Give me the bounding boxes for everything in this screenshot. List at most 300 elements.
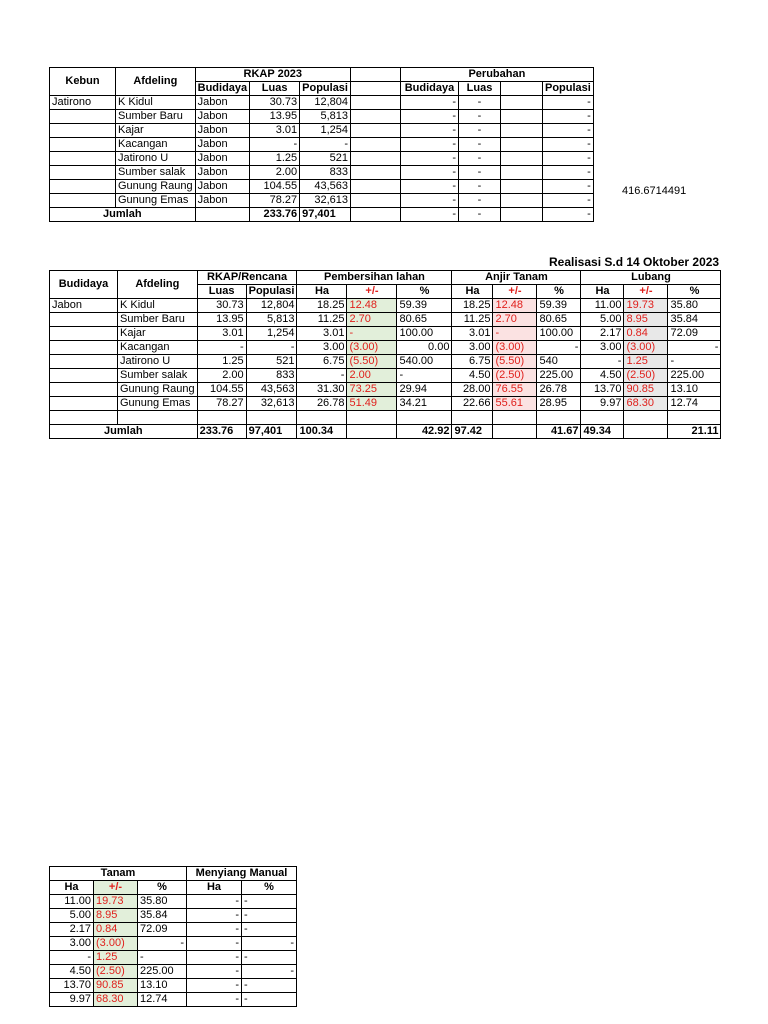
budidaya-cell: Jabon bbox=[195, 124, 250, 138]
perubahan-budidaya-cell: - bbox=[400, 138, 458, 152]
tanam-pm-cell: (2.50) bbox=[94, 965, 138, 979]
luas-cell: 3.01 bbox=[250, 124, 300, 138]
pembersihan-ha-cell: 18.25 bbox=[297, 299, 347, 313]
luas-cell: 30.73 bbox=[197, 299, 246, 313]
pembersihan-ha-cell: 6.75 bbox=[297, 355, 347, 369]
blank-cell bbox=[118, 411, 198, 425]
header-luas-2: Luas bbox=[458, 82, 500, 96]
table-row bbox=[50, 299, 721, 313]
menyiang-pct-cell: - bbox=[242, 923, 297, 937]
blank-row bbox=[50, 411, 721, 425]
blank-cell bbox=[195, 208, 250, 222]
perubahan-populasi-cell: - bbox=[542, 110, 593, 124]
blank-cell bbox=[500, 180, 542, 194]
table-row bbox=[50, 180, 594, 194]
perubahan-luas-cell: - bbox=[458, 124, 500, 138]
header-rkap: RKAP 2023 bbox=[195, 68, 350, 82]
luas-cell: 104.55 bbox=[250, 180, 300, 194]
pembersihan-pm-cell: 2.00 bbox=[347, 369, 397, 383]
header-pm: +/- bbox=[624, 285, 668, 299]
blank-cell bbox=[500, 96, 542, 110]
pembersihan-pct-cell: - bbox=[397, 369, 452, 383]
afdeling-cell: Gunung Raung bbox=[116, 180, 196, 194]
tanam-pct-cell: 72.09 bbox=[138, 923, 187, 937]
table-row bbox=[50, 355, 721, 369]
anjir-pct-cell: - bbox=[537, 341, 581, 355]
budidaya-cell: Jabon bbox=[195, 138, 250, 152]
header-pct: % bbox=[668, 285, 721, 299]
tanam-ha-cell: 3.00 bbox=[50, 937, 94, 951]
luas-cell: 13.95 bbox=[250, 110, 300, 124]
menyiang-ha-cell: - bbox=[187, 923, 242, 937]
budidaya-cell: Jabon bbox=[195, 194, 250, 208]
total-anjir-ha: 97.42 bbox=[452, 425, 493, 439]
menyiang-ha-cell: - bbox=[187, 909, 242, 923]
anjir-ha-cell: 28.00 bbox=[452, 383, 493, 397]
total-luas: 233.76 bbox=[250, 208, 300, 222]
table-row bbox=[50, 923, 297, 937]
blank-cell bbox=[500, 208, 542, 222]
blank-cell bbox=[537, 411, 581, 425]
tanam-pm-cell: 19.73 bbox=[94, 895, 138, 909]
menyiang-pct-cell: - bbox=[242, 951, 297, 965]
header-ha: Ha bbox=[297, 285, 347, 299]
header-pm: +/- bbox=[94, 881, 138, 895]
kebun-cell bbox=[50, 194, 116, 208]
header-budidaya-2: Budidaya bbox=[400, 82, 458, 96]
budidaya-cell: Jabon bbox=[195, 152, 250, 166]
populasi-cell: 833 bbox=[300, 166, 351, 180]
tanam-pm-cell: 68.30 bbox=[94, 993, 138, 1007]
blank-cell bbox=[246, 411, 297, 425]
lubang-ha-cell: 2.17 bbox=[581, 327, 624, 341]
kebun-cell bbox=[50, 110, 116, 124]
anjir-pct-cell: 80.65 bbox=[537, 313, 581, 327]
populasi-cell: 1,254 bbox=[300, 124, 351, 138]
kebun-cell bbox=[50, 138, 116, 152]
tanam-ha-cell: - bbox=[50, 951, 94, 965]
blank-cell bbox=[50, 411, 118, 425]
perubahan-luas-cell: - bbox=[458, 180, 500, 194]
lubang-ha-cell: 13.70 bbox=[581, 383, 624, 397]
anjir-pct-cell: 225.00 bbox=[537, 369, 581, 383]
budidaya-cell bbox=[50, 341, 118, 355]
pembersihan-ha-cell: - bbox=[297, 369, 347, 383]
perubahan-luas-cell: - bbox=[458, 96, 500, 110]
blank-cell bbox=[297, 411, 347, 425]
blank-cell bbox=[347, 425, 397, 439]
menyiang-ha-cell: - bbox=[187, 951, 242, 965]
budidaya-cell: Jabon bbox=[195, 180, 250, 194]
afdeling-cell: Sumber salak bbox=[116, 166, 196, 180]
blank-cell bbox=[500, 194, 542, 208]
populasi-cell: 521 bbox=[246, 355, 297, 369]
header-pm: +/- bbox=[347, 285, 397, 299]
anjir-ha-cell: 22.66 bbox=[452, 397, 493, 411]
anjir-ha-cell: 3.00 bbox=[452, 341, 493, 355]
table-row bbox=[50, 194, 594, 208]
header-luas: Luas bbox=[250, 82, 300, 96]
total-perubahan-luas: - bbox=[458, 208, 500, 222]
afdeling-cell: Jatirono U bbox=[116, 152, 196, 166]
lubang-pct-cell: 72.09 bbox=[668, 327, 721, 341]
budidaya-cell bbox=[50, 397, 118, 411]
lubang-pct-cell: 35.80 bbox=[668, 299, 721, 313]
blank-cell bbox=[347, 411, 397, 425]
luas-cell: 30.73 bbox=[250, 96, 300, 110]
budidaya-cell: Jabon bbox=[195, 166, 250, 180]
lubang-pm-cell: (2.50) bbox=[624, 369, 668, 383]
blank-cell bbox=[493, 411, 537, 425]
table-row bbox=[50, 313, 721, 327]
populasi-cell: - bbox=[246, 341, 297, 355]
afdeling-cell: Sumber Baru bbox=[116, 110, 196, 124]
perubahan-populasi-cell: - bbox=[542, 194, 593, 208]
blank-cell bbox=[350, 180, 400, 194]
header-budidaya: Budidaya bbox=[50, 271, 118, 299]
blank-cell bbox=[500, 166, 542, 180]
pembersihan-pct-cell: 80.65 bbox=[397, 313, 452, 327]
tanam-pct-cell: 35.80 bbox=[138, 895, 187, 909]
header-pct: % bbox=[242, 881, 297, 895]
lubang-pm-cell: 8.95 bbox=[624, 313, 668, 327]
budidaya-cell: Jabon bbox=[195, 96, 250, 110]
lubang-pm-cell: 90.85 bbox=[624, 383, 668, 397]
anjir-pm-cell: 2.70 bbox=[493, 313, 537, 327]
luas-cell: - bbox=[197, 341, 246, 355]
table-row bbox=[50, 895, 297, 909]
header-perubahan: Perubahan bbox=[400, 68, 593, 82]
table-row bbox=[50, 965, 297, 979]
anjir-pct-cell: 59.39 bbox=[537, 299, 581, 313]
pembersihan-pct-cell: 34.21 bbox=[397, 397, 452, 411]
pembersihan-ha-cell: 3.01 bbox=[297, 327, 347, 341]
lubang-pm-cell: 68.30 bbox=[624, 397, 668, 411]
perubahan-luas-cell: - bbox=[458, 138, 500, 152]
perubahan-populasi-cell: - bbox=[542, 138, 593, 152]
anjir-pm-cell: 76.55 bbox=[493, 383, 537, 397]
perubahan-luas-cell: - bbox=[458, 166, 500, 180]
luas-cell: 78.27 bbox=[250, 194, 300, 208]
populasi-cell: 32,613 bbox=[246, 397, 297, 411]
lubang-pm-cell: 19.73 bbox=[624, 299, 668, 313]
afdeling-cell: Kacangan bbox=[116, 138, 196, 152]
pembersihan-pct-cell: 29.94 bbox=[397, 383, 452, 397]
anjir-pm-cell: (2.50) bbox=[493, 369, 537, 383]
blank-cell bbox=[350, 152, 400, 166]
perubahan-luas-cell: - bbox=[458, 110, 500, 124]
header-rkap-rencana: RKAP/Rencana bbox=[197, 271, 297, 285]
perubahan-populasi-cell: - bbox=[542, 166, 593, 180]
blank-cell bbox=[350, 166, 400, 180]
luas-cell: 104.55 bbox=[197, 383, 246, 397]
perubahan-budidaya-cell: - bbox=[400, 194, 458, 208]
blank-cell bbox=[350, 96, 400, 110]
lubang-ha-cell: 4.50 bbox=[581, 369, 624, 383]
blank-cell bbox=[668, 411, 721, 425]
table-row bbox=[50, 951, 297, 965]
blank-cell bbox=[581, 411, 624, 425]
kebun-cell bbox=[50, 166, 116, 180]
afdeling-cell: Kajar bbox=[118, 327, 198, 341]
afdeling-cell: Sumber Baru bbox=[118, 313, 198, 327]
tanam-ha-cell: 11.00 bbox=[50, 895, 94, 909]
pembersihan-pct-cell: 0.00 bbox=[397, 341, 452, 355]
kebun-cell bbox=[50, 152, 116, 166]
populasi-cell: 521 bbox=[300, 152, 351, 166]
menyiang-ha-cell: - bbox=[187, 937, 242, 951]
table-row bbox=[50, 909, 297, 923]
perubahan-budidaya-cell: - bbox=[400, 166, 458, 180]
table-row bbox=[50, 166, 594, 180]
populasi-cell: 5,813 bbox=[300, 110, 351, 124]
tanam-pct-cell: 225.00 bbox=[138, 965, 187, 979]
budidaya-cell bbox=[50, 355, 118, 369]
table-row bbox=[50, 369, 721, 383]
header-kebun: Kebun bbox=[50, 68, 116, 96]
total-luas: 233.76 bbox=[197, 425, 246, 439]
menyiang-pct-cell: - bbox=[242, 937, 297, 951]
populasi-cell: 5,813 bbox=[246, 313, 297, 327]
blank-cell bbox=[397, 411, 452, 425]
budidaya-cell bbox=[50, 369, 118, 383]
pembersihan-pm-cell: 12.48 bbox=[347, 299, 397, 313]
tanam-pct-cell: 35.84 bbox=[138, 909, 187, 923]
lubang-pct-cell: - bbox=[668, 341, 721, 355]
afdeling-cell: K Kidul bbox=[118, 299, 198, 313]
perubahan-populasi-cell: - bbox=[542, 180, 593, 194]
table-row bbox=[50, 138, 594, 152]
tanam-pm-cell: (3.00) bbox=[94, 937, 138, 951]
afdeling-cell: Gunung Raung bbox=[118, 383, 198, 397]
table-row bbox=[50, 383, 721, 397]
blank-cell bbox=[197, 411, 246, 425]
anjir-ha-cell: 6.75 bbox=[452, 355, 493, 369]
populasi-cell: 12,804 bbox=[246, 299, 297, 313]
blank-cell bbox=[350, 208, 400, 222]
lubang-pm-cell: 0.84 bbox=[624, 327, 668, 341]
lubang-ha-cell: - bbox=[581, 355, 624, 369]
rkap-table bbox=[49, 67, 594, 222]
table-row bbox=[50, 124, 594, 138]
luas-cell: - bbox=[250, 138, 300, 152]
luas-cell: 78.27 bbox=[197, 397, 246, 411]
total-lubang-ha: 49.34 bbox=[581, 425, 624, 439]
table-row bbox=[50, 937, 297, 951]
pembersihan-ha-cell: 11.25 bbox=[297, 313, 347, 327]
table-row bbox=[50, 96, 594, 110]
header-afdeling: Afdeling bbox=[118, 271, 198, 299]
kebun-cell bbox=[50, 124, 116, 138]
lubang-ha-cell: 11.00 bbox=[581, 299, 624, 313]
realisasi-title: Realisasi S.d 14 Oktober 2023 bbox=[549, 255, 720, 269]
table-row bbox=[50, 327, 721, 341]
menyiang-pct-cell: - bbox=[242, 993, 297, 1007]
lubang-ha-cell: 9.97 bbox=[581, 397, 624, 411]
tanam-ha-cell: 9.97 bbox=[50, 993, 94, 1007]
perubahan-budidaya-cell: - bbox=[400, 110, 458, 124]
tanam-ha-cell: 4.50 bbox=[50, 965, 94, 979]
anjir-ha-cell: 3.01 bbox=[452, 327, 493, 341]
budidaya-cell: Jabon bbox=[195, 110, 250, 124]
lubang-pct-cell: 12.74 bbox=[668, 397, 721, 411]
perubahan-budidaya-cell: - bbox=[400, 152, 458, 166]
menyiang-ha-cell: - bbox=[187, 979, 242, 993]
populasi-cell: 43,563 bbox=[246, 383, 297, 397]
blank-cell bbox=[624, 425, 668, 439]
tanam-table bbox=[49, 866, 297, 1007]
table-row bbox=[50, 397, 721, 411]
luas-cell: 3.01 bbox=[197, 327, 246, 341]
pembersihan-pm-cell: 2.70 bbox=[347, 313, 397, 327]
anjir-pct-cell: 28.95 bbox=[537, 397, 581, 411]
total-populasi: 97,401 bbox=[300, 208, 351, 222]
header-tanam: Tanam bbox=[50, 867, 187, 881]
anjir-pm-cell: (3.00) bbox=[493, 341, 537, 355]
anjir-pct-cell: 540 bbox=[537, 355, 581, 369]
blank-cell bbox=[493, 425, 537, 439]
perubahan-budidaya-cell: - bbox=[400, 180, 458, 194]
total-label: Jumlah bbox=[50, 425, 198, 439]
luas-cell: 13.95 bbox=[197, 313, 246, 327]
header-budidaya: Budidaya bbox=[195, 82, 250, 96]
header-populasi: Populasi bbox=[300, 82, 351, 96]
perubahan-populasi-cell: - bbox=[542, 124, 593, 138]
anjir-ha-cell: 18.25 bbox=[452, 299, 493, 313]
pembersihan-pm-cell: - bbox=[347, 327, 397, 341]
populasi-cell: 12,804 bbox=[300, 96, 351, 110]
blank-cell bbox=[350, 138, 400, 152]
kebun-cell bbox=[50, 180, 116, 194]
perubahan-luas-cell: - bbox=[458, 194, 500, 208]
blank-cell bbox=[350, 110, 400, 124]
budidaya-cell bbox=[50, 327, 118, 341]
total-pembersihan-pct: 42.92 bbox=[397, 425, 452, 439]
lubang-pct-cell: - bbox=[668, 355, 721, 369]
menyiang-ha-cell: - bbox=[187, 993, 242, 1007]
afdeling-cell: Gunung Emas bbox=[118, 397, 198, 411]
header-luas: Luas bbox=[197, 285, 246, 299]
tanam-pct-cell: - bbox=[138, 951, 187, 965]
perubahan-populasi-cell: - bbox=[542, 152, 593, 166]
total-row bbox=[50, 208, 594, 222]
populasi-cell: 833 bbox=[246, 369, 297, 383]
total-perubahan-populasi: - bbox=[542, 208, 593, 222]
header-ha: Ha bbox=[50, 881, 94, 895]
tanam-ha-cell: 2.17 bbox=[50, 923, 94, 937]
menyiang-ha-cell: - bbox=[187, 965, 242, 979]
tanam-ha-cell: 5.00 bbox=[50, 909, 94, 923]
blank-cell bbox=[500, 138, 542, 152]
total-label: Jumlah bbox=[50, 208, 196, 222]
blank-cell bbox=[350, 194, 400, 208]
perubahan-budidaya-cell: - bbox=[400, 124, 458, 138]
afdeling-cell: Jatirono U bbox=[118, 355, 198, 369]
afdeling-cell: Sumber salak bbox=[118, 369, 198, 383]
header-ha: Ha bbox=[187, 881, 242, 895]
pembersihan-pct-cell: 540.00 bbox=[397, 355, 452, 369]
pembersihan-ha-cell: 31.30 bbox=[297, 383, 347, 397]
anjir-pm-cell: 12.48 bbox=[493, 299, 537, 313]
lubang-pm-cell: (3.00) bbox=[624, 341, 668, 355]
lubang-ha-cell: 3.00 bbox=[581, 341, 624, 355]
lubang-pm-cell: 1.25 bbox=[624, 355, 668, 369]
tanam-pm-cell: 0.84 bbox=[94, 923, 138, 937]
total-perubahan-budidaya: - bbox=[400, 208, 458, 222]
budidaya-cell: Jabon bbox=[50, 299, 118, 313]
header-populasi-2: Populasi bbox=[542, 82, 593, 96]
afdeling-cell: Gunung Emas bbox=[116, 194, 196, 208]
tanam-pct-cell: 12.74 bbox=[138, 993, 187, 1007]
tanam-pm-cell: 8.95 bbox=[94, 909, 138, 923]
total-populasi: 97,401 bbox=[246, 425, 297, 439]
header-afdeling: Afdeling bbox=[116, 68, 196, 96]
anjir-ha-cell: 11.25 bbox=[452, 313, 493, 327]
table-row bbox=[50, 152, 594, 166]
header-pct: % bbox=[397, 285, 452, 299]
pembersihan-pm-cell: 73.25 bbox=[347, 383, 397, 397]
populasi-cell: - bbox=[300, 138, 351, 152]
pembersihan-pm-cell: (5.50) bbox=[347, 355, 397, 369]
header-pm: +/- bbox=[493, 285, 537, 299]
menyiang-pct-cell: - bbox=[242, 895, 297, 909]
populasi-cell: 1,254 bbox=[246, 327, 297, 341]
table-row bbox=[50, 979, 297, 993]
perubahan-populasi-cell: - bbox=[542, 96, 593, 110]
afdeling-cell: Kajar bbox=[116, 124, 196, 138]
menyiang-pct-cell: - bbox=[242, 979, 297, 993]
tanam-pct-cell: - bbox=[138, 937, 187, 951]
blank-cell bbox=[350, 124, 400, 138]
anjir-pct-cell: 100.00 bbox=[537, 327, 581, 341]
total-pembersihan-ha: 100.34 bbox=[297, 425, 347, 439]
header-pct: % bbox=[537, 285, 581, 299]
afdeling-cell: K Kidul bbox=[116, 96, 196, 110]
populasi-cell: 32,613 bbox=[300, 194, 351, 208]
header-pct: % bbox=[138, 881, 187, 895]
blank-cell bbox=[452, 411, 493, 425]
pembersihan-pm-cell: 51.49 bbox=[347, 397, 397, 411]
budidaya-cell bbox=[50, 313, 118, 327]
pembersihan-pm-cell: (3.00) bbox=[347, 341, 397, 355]
menyiang-pct-cell: - bbox=[242, 965, 297, 979]
tanam-pm-cell: 90.85 bbox=[94, 979, 138, 993]
luas-cell: 2.00 bbox=[197, 369, 246, 383]
lubang-pct-cell: 35.84 bbox=[668, 313, 721, 327]
lubang-ha-cell: 5.00 bbox=[581, 313, 624, 327]
header-pembersihan: Pembersihan lahan bbox=[297, 271, 452, 285]
perubahan-budidaya-cell: - bbox=[400, 96, 458, 110]
anjir-pct-cell: 26.78 bbox=[537, 383, 581, 397]
luas-cell: 2.00 bbox=[250, 166, 300, 180]
afdeling-cell: Kacangan bbox=[118, 341, 198, 355]
blank-cell bbox=[500, 110, 542, 124]
anjir-pm-cell: 55.61 bbox=[493, 397, 537, 411]
side-value: 416.6714491 bbox=[622, 185, 687, 197]
blank-cell bbox=[500, 124, 542, 138]
table-row bbox=[50, 993, 297, 1007]
header-anjir: Anjir Tanam bbox=[452, 271, 581, 285]
menyiang-ha-cell: - bbox=[187, 895, 242, 909]
lubang-pct-cell: 225.00 bbox=[668, 369, 721, 383]
header-ha: Ha bbox=[452, 285, 493, 299]
header-menyiang: Menyiang Manual bbox=[187, 867, 297, 881]
realisasi-table bbox=[49, 270, 721, 439]
populasi-cell: 43,563 bbox=[300, 180, 351, 194]
budidaya-cell bbox=[50, 383, 118, 397]
blank-cell bbox=[500, 152, 542, 166]
header-populasi: Populasi bbox=[246, 285, 297, 299]
